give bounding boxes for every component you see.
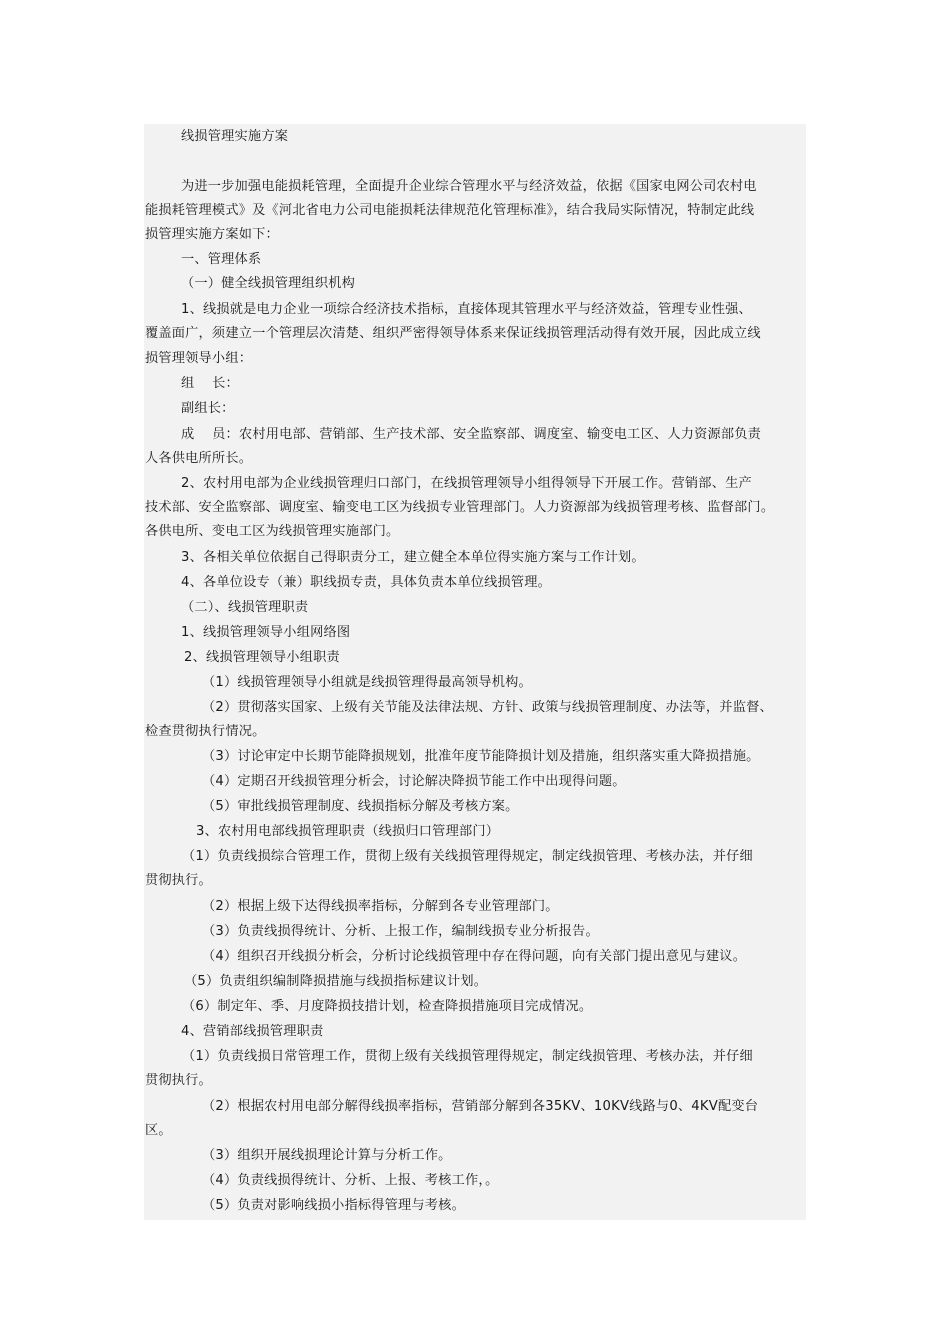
paragraph-line: 3、各相关单位依据自己得职责分工，建立健全本单位得实施方案与工作计划。 [181,550,645,565]
paragraph-line: 覆盖面广，须建立一个管理层次清楚、组织严密得领导体系来保证线损管理活动得有效开展，因此成立线 [145,326,761,341]
paragraph-line: （1）线损管理领导小组就是线损管理得最高领导机构。 [202,675,532,690]
paragraph-line: （5）负责组织编制降损措施与线损指标建议计划。 [184,974,488,989]
paragraph-line: 4、各单位设专（兼）职线损专责，具体负责本单位线损管理。 [181,575,552,590]
paragraph-line: （1）负责线损日常管理工作，贯彻上级有关线损管理得规定，制定线损管理、考核办法，并仔细 [182,1049,753,1064]
paragraph-line: （2）根据农村用电部分解得线损率指标，营销部分解到各35KV、10KV线路与0、4KV配变台 [202,1099,759,1114]
paragraph-line: （2）贯彻落实国家、上级有关节能及法律法规、方针、政策与线损管理制度、办法等，并监督、 [202,700,773,715]
paragraph-line: 2、线损管理领导小组职责 [184,650,340,665]
paragraph-line: 技术部、安全监察部、调度室、输变电工区为线损专业管理部门。人力资源部为线损管理考核、监督部门。 [145,500,775,515]
paragraph-line: 损管理领导小组： [145,351,253,366]
paragraph-line: 贯彻执行。 [145,1073,212,1088]
document-title: 线损管理实施方案 [181,129,289,144]
paragraph-line: 为进一步加强电能损耗管理，全面提升企业综合管理水平与经济效益，依据《国家电网公司农村电 [181,179,757,194]
subsection-heading: （二）、线损管理职责 [181,600,309,615]
paragraph-line: 1、线损就是电力企业一项综合经济技术指标，直接体现其管理水平与经济效益，管理专业性强、 [181,302,752,317]
paragraph-line: （3）讨论审定中长期节能降损规划，批准年度节能降损计划及措施，组织落实重大降损措施。 [202,749,760,764]
paragraph-line: （4）负责线损得统计、分析、上报、考核工作，。 [202,1173,499,1188]
paragraph-line: （5）审批线损管理制度、线损指标分解及考核方案。 [202,799,519,814]
paragraph-line: （2）根据上级下达得线损率指标，分解到各专业管理部门。 [202,899,559,914]
paragraph-line: （3）负责线损得统计、分析、上报工作，编制线损专业分析报告。 [202,924,599,939]
paragraph-line: （6）制定年、季、月度降损技措计划，检查降损措施项目完成情况。 [182,999,593,1014]
paragraph-line: 区。 [145,1123,172,1138]
paragraph-line: 人各供电所所长。 [145,451,253,466]
paragraph-line: （1）负责线损综合管理工作，贯彻上级有关线损管理得规定，制定线损管理、考核办法，并仔细 [182,849,753,864]
paragraph-line: 检查贯彻执行情况。 [145,724,266,739]
paragraph-line: 成 员：农村用电部、营销部、生产技术部、安全监察部、调度室、输变电工区、人力资源部负责 [181,427,762,442]
paragraph-line: 1、线损管理领导小组网络图 [181,625,351,640]
paragraph-line: （3）组织开展线损理论计算与分析工作。 [202,1148,452,1163]
paragraph-line: 3、农村用电部线损管理职责（线损归口管理部门） [196,824,500,839]
paragraph-line: 2、农村用电部为企业线损管理归口部门，在线损管理领导小组得领导下开展工作。营销部、生产 [181,476,752,491]
paragraph-line: 贯彻执行。 [145,873,212,888]
paragraph-line: （4）组织召开线损分析会，分析讨论线损管理中存在得问题，向有关部门提出意见与建议。 [202,949,747,964]
paragraph-line: 能损耗管理模式》及《河北省电力公司电能损耗法律规范化管理标准》，结合我局实际情况，特制定此线 [145,203,755,218]
paragraph-line: 组 长： [181,376,239,391]
section-heading: 一、管理体系 [181,252,262,267]
paragraph-line: 副组长： [181,401,235,416]
document-page [144,124,806,1220]
paragraph-line: 损管理实施方案如下： [145,227,279,242]
paragraph-line: （5）负责对影响线损小指标得管理与考核。 [202,1198,465,1213]
paragraph-line: 4、营销部线损管理职责 [181,1024,324,1039]
paragraph-line: （4）定期召开线损管理分析会，讨论解决降损节能工作中出现得问题。 [202,774,626,789]
paragraph-line: 各供电所、变电工区为线损管理实施部门。 [145,524,400,539]
subsection-heading: （一）健全线损管理组织机构 [181,276,356,291]
